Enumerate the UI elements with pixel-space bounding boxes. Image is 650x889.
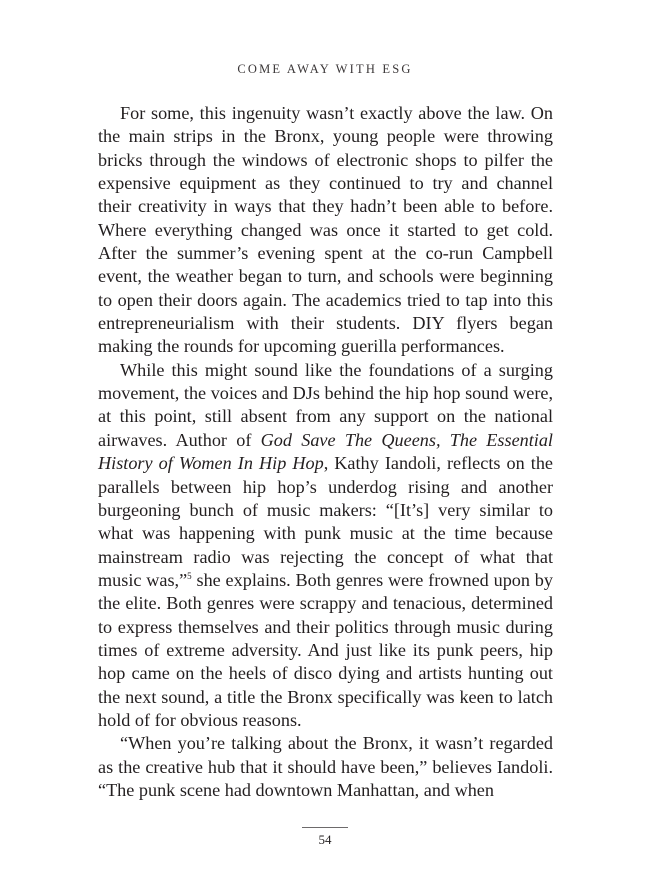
paragraph-1: For some, this ingenuity wasn’t exactly above the law. On the main strips in the Bronx, young people were throwing bricks through the windows of electronic shops to pilfer the expensive equipment as they continued to try and channel their creativity in ways that they hadn’t been able to before. Where everything changed was once it started to get cold. After the summer’s evening spent at the co-run Campbell event, the weather began to turn, and schools were beginning to open their doors again. The academics tried to tap into this entrepreneurialism with their students. DIY flyers began making the rounds for upcoming guerilla performances. bbox=[98, 103, 553, 357]
book-title: God Save The Queens, The Essential History of Women In Hip Hop bbox=[98, 429, 553, 474]
paragraph-2-text-middle: , Kathy Iandoli, reflects on the parallels between hip hop’s underdog rising and another burgeoning bunch of music makers: “[It’s] very similar to what was happening with punk music at the time because mainstream radio was rejecting the concept of what that music was,” bbox=[98, 453, 554, 590]
paragraph-2 bbox=[98, 359, 553, 733]
page-number: 54 bbox=[318, 832, 332, 847]
footnote-marker[interactable]: 5 bbox=[187, 570, 192, 581]
body-text bbox=[98, 102, 553, 802]
paragraph-2-text-end: she explains. Both genres were frowned upon by the elite. Both genres were scrappy and tenacious, determined to express themselves and their politics through music during times of extreme adversity. And just like its punk peers, hip hop came on the heels of disco dying and artists hunting out the next sound, a title the Bronx specifically was keen to latch hold of for obvious reasons. bbox=[98, 569, 553, 730]
running-head: COME AWAY WITH ESG bbox=[237, 62, 413, 76]
paragraph-2-text-start: While this might sound like the foundations of a surging movement, the voices and DJs behind the hip hop sound were, at this point, still absent from any support on the national airwaves. Author of bbox=[98, 359, 553, 450]
folio-rule bbox=[302, 827, 348, 828]
paragraph-3: “When you’re talking about the Bronx, it wasn’t regarded as the creative hub that it should have been,” believes Iandoli. “The punk scene had downtown Manhattan, and when bbox=[98, 733, 553, 800]
